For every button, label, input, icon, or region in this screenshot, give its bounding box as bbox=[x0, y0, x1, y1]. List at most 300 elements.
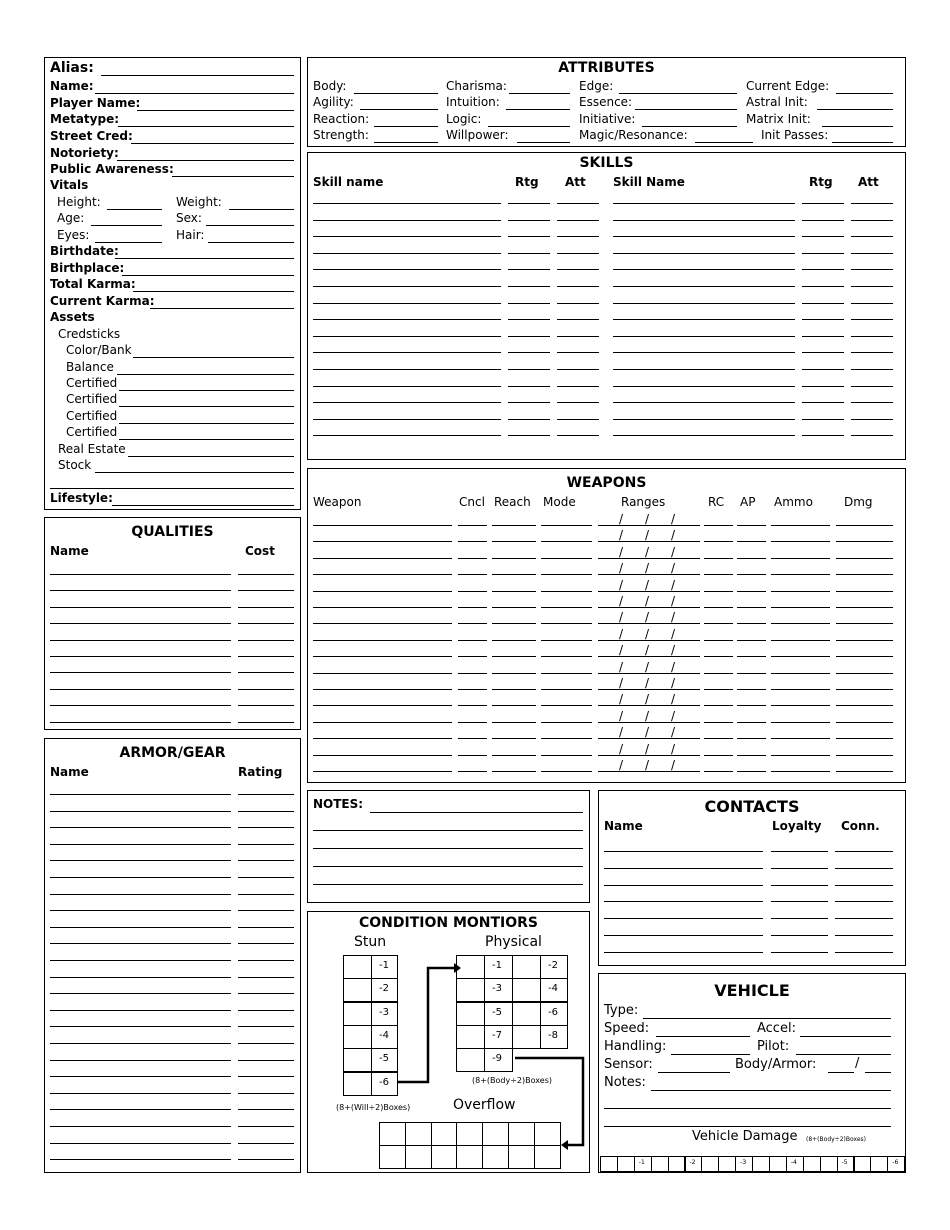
armor-rating-field[interactable] bbox=[238, 894, 294, 895]
quality-name-field[interactable] bbox=[50, 656, 231, 657]
weapon-mode-field[interactable] bbox=[541, 541, 592, 542]
skill-rtg-field[interactable] bbox=[802, 220, 844, 221]
notes-line[interactable] bbox=[313, 884, 583, 885]
vehicle-damage-box[interactable] bbox=[701, 1156, 719, 1172]
skill-name-field[interactable] bbox=[313, 336, 501, 337]
weapon-rc-field[interactable] bbox=[704, 673, 733, 674]
weapon-rc-field[interactable] bbox=[704, 656, 733, 657]
vehicle-damage-box[interactable] bbox=[685, 1156, 703, 1172]
armor-rating-field[interactable] bbox=[238, 1076, 294, 1077]
skill-rtg-field[interactable] bbox=[802, 236, 844, 237]
overflow-box[interactable] bbox=[456, 1145, 483, 1169]
quality-name-field[interactable] bbox=[50, 722, 231, 723]
vehicle-armor-field[interactable] bbox=[865, 1072, 891, 1073]
weapon-reach-field[interactable] bbox=[492, 755, 536, 756]
skill-name-field[interactable] bbox=[613, 336, 795, 337]
alias-field[interactable] bbox=[101, 75, 294, 76]
skill-name-field[interactable] bbox=[613, 386, 795, 387]
vehicle-damage-box[interactable] bbox=[837, 1156, 855, 1172]
armor-rating-field[interactable] bbox=[238, 927, 294, 928]
certified-field-1[interactable] bbox=[119, 390, 294, 391]
skill-rtg-field[interactable] bbox=[508, 203, 550, 204]
street-cred-field[interactable] bbox=[131, 143, 294, 144]
armor-name-field[interactable] bbox=[50, 1126, 231, 1127]
armor-name-field[interactable] bbox=[50, 943, 231, 944]
weapon-mode-field[interactable] bbox=[541, 738, 592, 739]
init-passes-field[interactable] bbox=[832, 142, 893, 143]
weapon-ap-field[interactable] bbox=[737, 656, 766, 657]
weapon-mode-field[interactable] bbox=[541, 705, 592, 706]
quality-cost-field[interactable] bbox=[238, 607, 294, 608]
weapon-cncl-field[interactable] bbox=[458, 656, 487, 657]
notes-line[interactable] bbox=[313, 830, 583, 831]
skill-att-field[interactable] bbox=[851, 336, 893, 337]
weapon-mode-field[interactable] bbox=[541, 558, 592, 559]
contact-conn-field[interactable] bbox=[835, 952, 893, 953]
weapon-dmg-field[interactable] bbox=[836, 607, 893, 608]
quality-cost-field[interactable] bbox=[238, 574, 294, 575]
quality-cost-field[interactable] bbox=[238, 590, 294, 591]
weapon-reach-field[interactable] bbox=[492, 640, 536, 641]
weapon-cncl-field[interactable] bbox=[458, 738, 487, 739]
armor-name-field[interactable] bbox=[50, 1060, 231, 1061]
contact-conn-field[interactable] bbox=[835, 885, 893, 886]
skill-name-field[interactable] bbox=[613, 253, 795, 254]
weapon-cncl-field[interactable] bbox=[458, 558, 487, 559]
certified-field-2[interactable] bbox=[119, 406, 294, 407]
skill-name-field[interactable] bbox=[613, 303, 795, 304]
overflow-box[interactable] bbox=[534, 1145, 561, 1169]
skill-rtg-field[interactable] bbox=[508, 303, 550, 304]
vehicle-accel-field[interactable] bbox=[800, 1036, 891, 1037]
skill-rtg-field[interactable] bbox=[508, 253, 550, 254]
skill-name-field[interactable] bbox=[613, 236, 795, 237]
skill-att-field[interactable] bbox=[851, 435, 893, 436]
skill-rtg-field[interactable] bbox=[508, 319, 550, 320]
weapon-name-field[interactable] bbox=[313, 705, 452, 706]
intuition-field[interactable] bbox=[506, 109, 570, 110]
weapon-name-field[interactable] bbox=[313, 771, 452, 772]
weapon-name-field[interactable] bbox=[313, 673, 452, 674]
weapon-ammo-field[interactable] bbox=[771, 558, 830, 559]
weapon-mode-field[interactable] bbox=[541, 656, 592, 657]
skill-name-field[interactable] bbox=[313, 435, 501, 436]
skill-rtg-field[interactable] bbox=[802, 286, 844, 287]
vehicle-damage-box[interactable] bbox=[651, 1156, 669, 1172]
weapon-dmg-field[interactable] bbox=[836, 525, 893, 526]
vehicle-damage-box[interactable] bbox=[854, 1156, 872, 1172]
overflow-box[interactable] bbox=[456, 1122, 483, 1146]
armor-name-field[interactable] bbox=[50, 1109, 231, 1110]
agility-field[interactable] bbox=[360, 109, 438, 110]
armor-rating-field[interactable] bbox=[238, 860, 294, 861]
weapon-ap-field[interactable] bbox=[737, 755, 766, 756]
skill-name-field[interactable] bbox=[613, 319, 795, 320]
weapon-dmg-field[interactable] bbox=[836, 722, 893, 723]
birthplace-field[interactable] bbox=[122, 275, 294, 276]
skill-name-field[interactable] bbox=[313, 303, 501, 304]
skill-name-field[interactable] bbox=[313, 236, 501, 237]
quality-cost-field[interactable] bbox=[238, 722, 294, 723]
overflow-box[interactable] bbox=[482, 1145, 509, 1169]
weapon-ap-field[interactable] bbox=[737, 771, 766, 772]
armor-name-field[interactable] bbox=[50, 877, 231, 878]
skill-att-field[interactable] bbox=[557, 236, 599, 237]
skill-att-field[interactable] bbox=[557, 435, 599, 436]
weapon-ap-field[interactable] bbox=[737, 705, 766, 706]
weapon-rc-field[interactable] bbox=[704, 541, 733, 542]
skill-name-field[interactable] bbox=[313, 319, 501, 320]
weapon-ap-field[interactable] bbox=[737, 689, 766, 690]
skill-rtg-field[interactable] bbox=[508, 402, 550, 403]
astral-init-field[interactable] bbox=[817, 109, 893, 110]
skill-rtg-field[interactable] bbox=[802, 269, 844, 270]
vehicle-damage-box[interactable] bbox=[634, 1156, 652, 1172]
armor-name-field[interactable] bbox=[50, 1043, 231, 1044]
weapon-ammo-field[interactable] bbox=[771, 705, 830, 706]
armor-name-field[interactable] bbox=[50, 993, 231, 994]
contact-conn-field[interactable] bbox=[835, 935, 893, 936]
armor-name-field[interactable] bbox=[50, 844, 231, 845]
quality-name-field[interactable] bbox=[50, 607, 231, 608]
overflow-box[interactable] bbox=[379, 1122, 406, 1146]
weapon-rc-field[interactable] bbox=[704, 705, 733, 706]
weapon-ap-field[interactable] bbox=[737, 673, 766, 674]
weapon-reach-field[interactable] bbox=[492, 738, 536, 739]
skill-att-field[interactable] bbox=[557, 286, 599, 287]
skill-att-field[interactable] bbox=[557, 369, 599, 370]
weapon-name-field[interactable] bbox=[313, 722, 452, 723]
skill-rtg-field[interactable] bbox=[802, 402, 844, 403]
skill-name-field[interactable] bbox=[313, 269, 501, 270]
skill-att-field[interactable] bbox=[557, 203, 599, 204]
skill-att-field[interactable] bbox=[851, 352, 893, 353]
skill-name-field[interactable] bbox=[613, 352, 795, 353]
weapon-rc-field[interactable] bbox=[704, 738, 733, 739]
weapon-cncl-field[interactable] bbox=[458, 541, 487, 542]
weapon-dmg-field[interactable] bbox=[836, 656, 893, 657]
weapon-cncl-field[interactable] bbox=[458, 640, 487, 641]
weapon-mode-field[interactable] bbox=[541, 755, 592, 756]
body-field[interactable] bbox=[354, 93, 438, 94]
vehicle-pilot-field[interactable] bbox=[796, 1054, 891, 1055]
extra-line[interactable] bbox=[50, 488, 294, 489]
weapon-ammo-field[interactable] bbox=[771, 689, 830, 690]
skill-rtg-field[interactable] bbox=[802, 386, 844, 387]
quality-name-field[interactable] bbox=[50, 689, 231, 690]
overflow-box[interactable] bbox=[534, 1122, 561, 1146]
weapon-ap-field[interactable] bbox=[737, 607, 766, 608]
contact-name-field[interactable] bbox=[604, 935, 763, 936]
armor-name-field[interactable] bbox=[50, 960, 231, 961]
weapon-ammo-field[interactable] bbox=[771, 541, 830, 542]
weapon-rc-field[interactable] bbox=[704, 558, 733, 559]
contact-name-field[interactable] bbox=[604, 868, 763, 869]
weapon-dmg-field[interactable] bbox=[836, 574, 893, 575]
vehicle-damage-box[interactable] bbox=[870, 1156, 888, 1172]
name-field[interactable] bbox=[95, 93, 294, 94]
real-estate-field[interactable] bbox=[128, 456, 294, 457]
armor-rating-field[interactable] bbox=[238, 1159, 294, 1160]
weapon-ammo-field[interactable] bbox=[771, 673, 830, 674]
vehicle-damage-box[interactable] bbox=[769, 1156, 787, 1172]
weapon-rc-field[interactable] bbox=[704, 722, 733, 723]
skill-name-field[interactable] bbox=[313, 402, 501, 403]
contact-name-field[interactable] bbox=[604, 901, 763, 902]
skill-att-field[interactable] bbox=[557, 419, 599, 420]
armor-name-field[interactable] bbox=[50, 1026, 231, 1027]
skill-name-field[interactable] bbox=[613, 203, 795, 204]
armor-rating-field[interactable] bbox=[238, 844, 294, 845]
overflow-box[interactable] bbox=[508, 1145, 535, 1169]
weapon-ap-field[interactable] bbox=[737, 525, 766, 526]
quality-name-field[interactable] bbox=[50, 574, 231, 575]
weapon-reach-field[interactable] bbox=[492, 525, 536, 526]
edge-field[interactable] bbox=[619, 93, 737, 94]
color-bank-field[interactable] bbox=[133, 357, 294, 358]
skill-att-field[interactable] bbox=[557, 352, 599, 353]
willpower-field[interactable] bbox=[517, 142, 570, 143]
weapon-reach-field[interactable] bbox=[492, 558, 536, 559]
contact-loyalty-field[interactable] bbox=[771, 868, 828, 869]
weapon-ammo-field[interactable] bbox=[771, 640, 830, 641]
skill-rtg-field[interactable] bbox=[802, 419, 844, 420]
magic-resonance-field[interactable] bbox=[695, 142, 753, 143]
armor-rating-field[interactable] bbox=[238, 877, 294, 878]
skill-att-field[interactable] bbox=[851, 319, 893, 320]
weapon-dmg-field[interactable] bbox=[836, 771, 893, 772]
skill-rtg-field[interactable] bbox=[508, 269, 550, 270]
weapon-rc-field[interactable] bbox=[704, 591, 733, 592]
skill-name-field[interactable] bbox=[313, 369, 501, 370]
skill-rtg-field[interactable] bbox=[802, 303, 844, 304]
armor-rating-field[interactable] bbox=[238, 993, 294, 994]
weapon-ap-field[interactable] bbox=[737, 738, 766, 739]
sex-field[interactable] bbox=[206, 225, 294, 226]
weapon-rc-field[interactable] bbox=[704, 755, 733, 756]
player-name-field[interactable] bbox=[137, 110, 294, 111]
weapon-dmg-field[interactable] bbox=[836, 623, 893, 624]
armor-name-field[interactable] bbox=[50, 1093, 231, 1094]
overflow-box[interactable] bbox=[508, 1122, 535, 1146]
skill-rtg-field[interactable] bbox=[802, 203, 844, 204]
essence-field[interactable] bbox=[635, 109, 737, 110]
armor-rating-field[interactable] bbox=[238, 1060, 294, 1061]
skill-name-field[interactable] bbox=[613, 220, 795, 221]
armor-rating-field[interactable] bbox=[238, 977, 294, 978]
weight-field[interactable] bbox=[229, 209, 294, 210]
skill-rtg-field[interactable] bbox=[508, 336, 550, 337]
weapon-reach-field[interactable] bbox=[492, 656, 536, 657]
skill-name-field[interactable] bbox=[613, 419, 795, 420]
skill-name-field[interactable] bbox=[313, 419, 501, 420]
weapon-dmg-field[interactable] bbox=[836, 705, 893, 706]
quality-cost-field[interactable] bbox=[238, 623, 294, 624]
notes-line[interactable] bbox=[313, 866, 583, 867]
quality-name-field[interactable] bbox=[50, 590, 231, 591]
skill-rtg-field[interactable] bbox=[508, 220, 550, 221]
quality-name-field[interactable] bbox=[50, 623, 231, 624]
armor-rating-field[interactable] bbox=[238, 827, 294, 828]
matrix-init-field[interactable] bbox=[822, 126, 893, 127]
weapon-name-field[interactable] bbox=[313, 591, 452, 592]
skill-att-field[interactable] bbox=[851, 236, 893, 237]
weapon-rc-field[interactable] bbox=[704, 689, 733, 690]
contact-loyalty-field[interactable] bbox=[771, 952, 828, 953]
weapon-ammo-field[interactable] bbox=[771, 722, 830, 723]
weapon-name-field[interactable] bbox=[313, 607, 452, 608]
vehicle-damage-box[interactable] bbox=[617, 1156, 635, 1172]
armor-rating-field[interactable] bbox=[238, 1043, 294, 1044]
weapon-rc-field[interactable] bbox=[704, 623, 733, 624]
armor-name-field[interactable] bbox=[50, 1076, 231, 1077]
armor-name-field[interactable] bbox=[50, 910, 231, 911]
vehicle-speed-field[interactable] bbox=[656, 1036, 750, 1037]
weapon-ammo-field[interactable] bbox=[771, 574, 830, 575]
weapon-name-field[interactable] bbox=[313, 640, 452, 641]
weapon-cncl-field[interactable] bbox=[458, 623, 487, 624]
skill-att-field[interactable] bbox=[557, 319, 599, 320]
quality-cost-field[interactable] bbox=[238, 672, 294, 673]
weapon-cncl-field[interactable] bbox=[458, 607, 487, 608]
armor-name-field[interactable] bbox=[50, 811, 231, 812]
weapon-mode-field[interactable] bbox=[541, 607, 592, 608]
skill-att-field[interactable] bbox=[557, 303, 599, 304]
vehicle-damage-box[interactable] bbox=[803, 1156, 821, 1172]
vehicle-damage-box[interactable] bbox=[820, 1156, 838, 1172]
certified-field-4[interactable] bbox=[119, 439, 294, 440]
notoriety-field[interactable] bbox=[117, 160, 294, 161]
armor-rating-field[interactable] bbox=[238, 1143, 294, 1144]
skill-rtg-field[interactable] bbox=[802, 336, 844, 337]
weapon-rc-field[interactable] bbox=[704, 771, 733, 772]
weapon-name-field[interactable] bbox=[313, 755, 452, 756]
weapon-mode-field[interactable] bbox=[541, 771, 592, 772]
vehicle-notes-line[interactable] bbox=[604, 1126, 891, 1127]
height-field[interactable] bbox=[107, 209, 162, 210]
weapon-cncl-field[interactable] bbox=[458, 673, 487, 674]
skill-att-field[interactable] bbox=[851, 419, 893, 420]
skill-name-field[interactable] bbox=[613, 286, 795, 287]
skill-att-field[interactable] bbox=[851, 286, 893, 287]
vehicle-notes-field[interactable] bbox=[651, 1090, 891, 1091]
skill-rtg-field[interactable] bbox=[508, 435, 550, 436]
weapon-cncl-field[interactable] bbox=[458, 574, 487, 575]
metatype-field[interactable] bbox=[118, 126, 294, 127]
armor-rating-field[interactable] bbox=[238, 1109, 294, 1110]
vehicle-handling-field[interactable] bbox=[671, 1054, 750, 1055]
weapon-dmg-field[interactable] bbox=[836, 640, 893, 641]
weapon-ap-field[interactable] bbox=[737, 623, 766, 624]
armor-name-field[interactable] bbox=[50, 860, 231, 861]
notes-line[interactable] bbox=[313, 848, 583, 849]
skill-rtg-field[interactable] bbox=[802, 435, 844, 436]
age-field[interactable] bbox=[91, 225, 162, 226]
skill-name-field[interactable] bbox=[313, 253, 501, 254]
armor-name-field[interactable] bbox=[50, 827, 231, 828]
weapon-ammo-field[interactable] bbox=[771, 525, 830, 526]
weapon-ap-field[interactable] bbox=[737, 722, 766, 723]
skill-name-field[interactable] bbox=[613, 435, 795, 436]
weapon-dmg-field[interactable] bbox=[836, 673, 893, 674]
strength-field[interactable] bbox=[374, 142, 438, 143]
skill-att-field[interactable] bbox=[557, 386, 599, 387]
weapon-dmg-field[interactable] bbox=[836, 558, 893, 559]
weapon-reach-field[interactable] bbox=[492, 574, 536, 575]
contact-name-field[interactable] bbox=[604, 885, 763, 886]
weapon-name-field[interactable] bbox=[313, 574, 452, 575]
weapon-reach-field[interactable] bbox=[492, 541, 536, 542]
armor-rating-field[interactable] bbox=[238, 1026, 294, 1027]
vehicle-damage-box[interactable] bbox=[718, 1156, 736, 1172]
vehicle-body-field[interactable] bbox=[828, 1072, 854, 1073]
armor-rating-field[interactable] bbox=[238, 811, 294, 812]
current-edge-field[interactable] bbox=[836, 93, 893, 94]
quality-cost-field[interactable] bbox=[238, 656, 294, 657]
hair-field[interactable] bbox=[208, 242, 294, 243]
weapon-name-field[interactable] bbox=[313, 541, 452, 542]
weapon-dmg-field[interactable] bbox=[836, 738, 893, 739]
balance-field[interactable] bbox=[117, 374, 294, 375]
contact-conn-field[interactable] bbox=[835, 901, 893, 902]
weapon-reach-field[interactable] bbox=[492, 771, 536, 772]
total-karma-field[interactable] bbox=[133, 291, 294, 292]
vehicle-damage-box[interactable] bbox=[887, 1156, 905, 1172]
weapon-dmg-field[interactable] bbox=[836, 689, 893, 690]
skill-att-field[interactable] bbox=[851, 303, 893, 304]
skill-rtg-field[interactable] bbox=[508, 352, 550, 353]
skill-name-field[interactable] bbox=[613, 402, 795, 403]
skill-att-field[interactable] bbox=[557, 220, 599, 221]
logic-field[interactable] bbox=[488, 126, 570, 127]
public-awareness-field[interactable] bbox=[172, 176, 294, 177]
eyes-field[interactable] bbox=[95, 242, 162, 243]
armor-name-field[interactable] bbox=[50, 1010, 231, 1011]
weapon-reach-field[interactable] bbox=[492, 673, 536, 674]
skill-att-field[interactable] bbox=[557, 402, 599, 403]
overflow-box[interactable] bbox=[405, 1145, 432, 1169]
skill-att-field[interactable] bbox=[851, 203, 893, 204]
weapon-ammo-field[interactable] bbox=[771, 738, 830, 739]
initiative-field[interactable] bbox=[642, 126, 737, 127]
armor-rating-field[interactable] bbox=[238, 943, 294, 944]
skill-att-field[interactable] bbox=[851, 402, 893, 403]
weapon-name-field[interactable] bbox=[313, 738, 452, 739]
overflow-box[interactable] bbox=[431, 1145, 458, 1169]
contact-loyalty-field[interactable] bbox=[771, 885, 828, 886]
weapon-ap-field[interactable] bbox=[737, 640, 766, 641]
weapon-ap-field[interactable] bbox=[737, 558, 766, 559]
contact-name-field[interactable] bbox=[604, 952, 763, 953]
quality-name-field[interactable] bbox=[50, 640, 231, 641]
weapon-name-field[interactable] bbox=[313, 656, 452, 657]
weapon-mode-field[interactable] bbox=[541, 640, 592, 641]
skill-name-field[interactable] bbox=[313, 203, 501, 204]
skill-rtg-field[interactable] bbox=[508, 286, 550, 287]
quality-cost-field[interactable] bbox=[238, 705, 294, 706]
skill-rtg-field[interactable] bbox=[802, 369, 844, 370]
weapon-rc-field[interactable] bbox=[704, 640, 733, 641]
weapon-rc-field[interactable] bbox=[704, 525, 733, 526]
weapon-mode-field[interactable] bbox=[541, 689, 592, 690]
skill-rtg-field[interactable] bbox=[802, 352, 844, 353]
weapon-mode-field[interactable] bbox=[541, 574, 592, 575]
contact-conn-field[interactable] bbox=[835, 868, 893, 869]
weapon-ammo-field[interactable] bbox=[771, 623, 830, 624]
vehicle-damage-box[interactable] bbox=[668, 1156, 686, 1172]
armor-name-field[interactable] bbox=[50, 927, 231, 928]
certified-field-3[interactable] bbox=[119, 423, 294, 424]
